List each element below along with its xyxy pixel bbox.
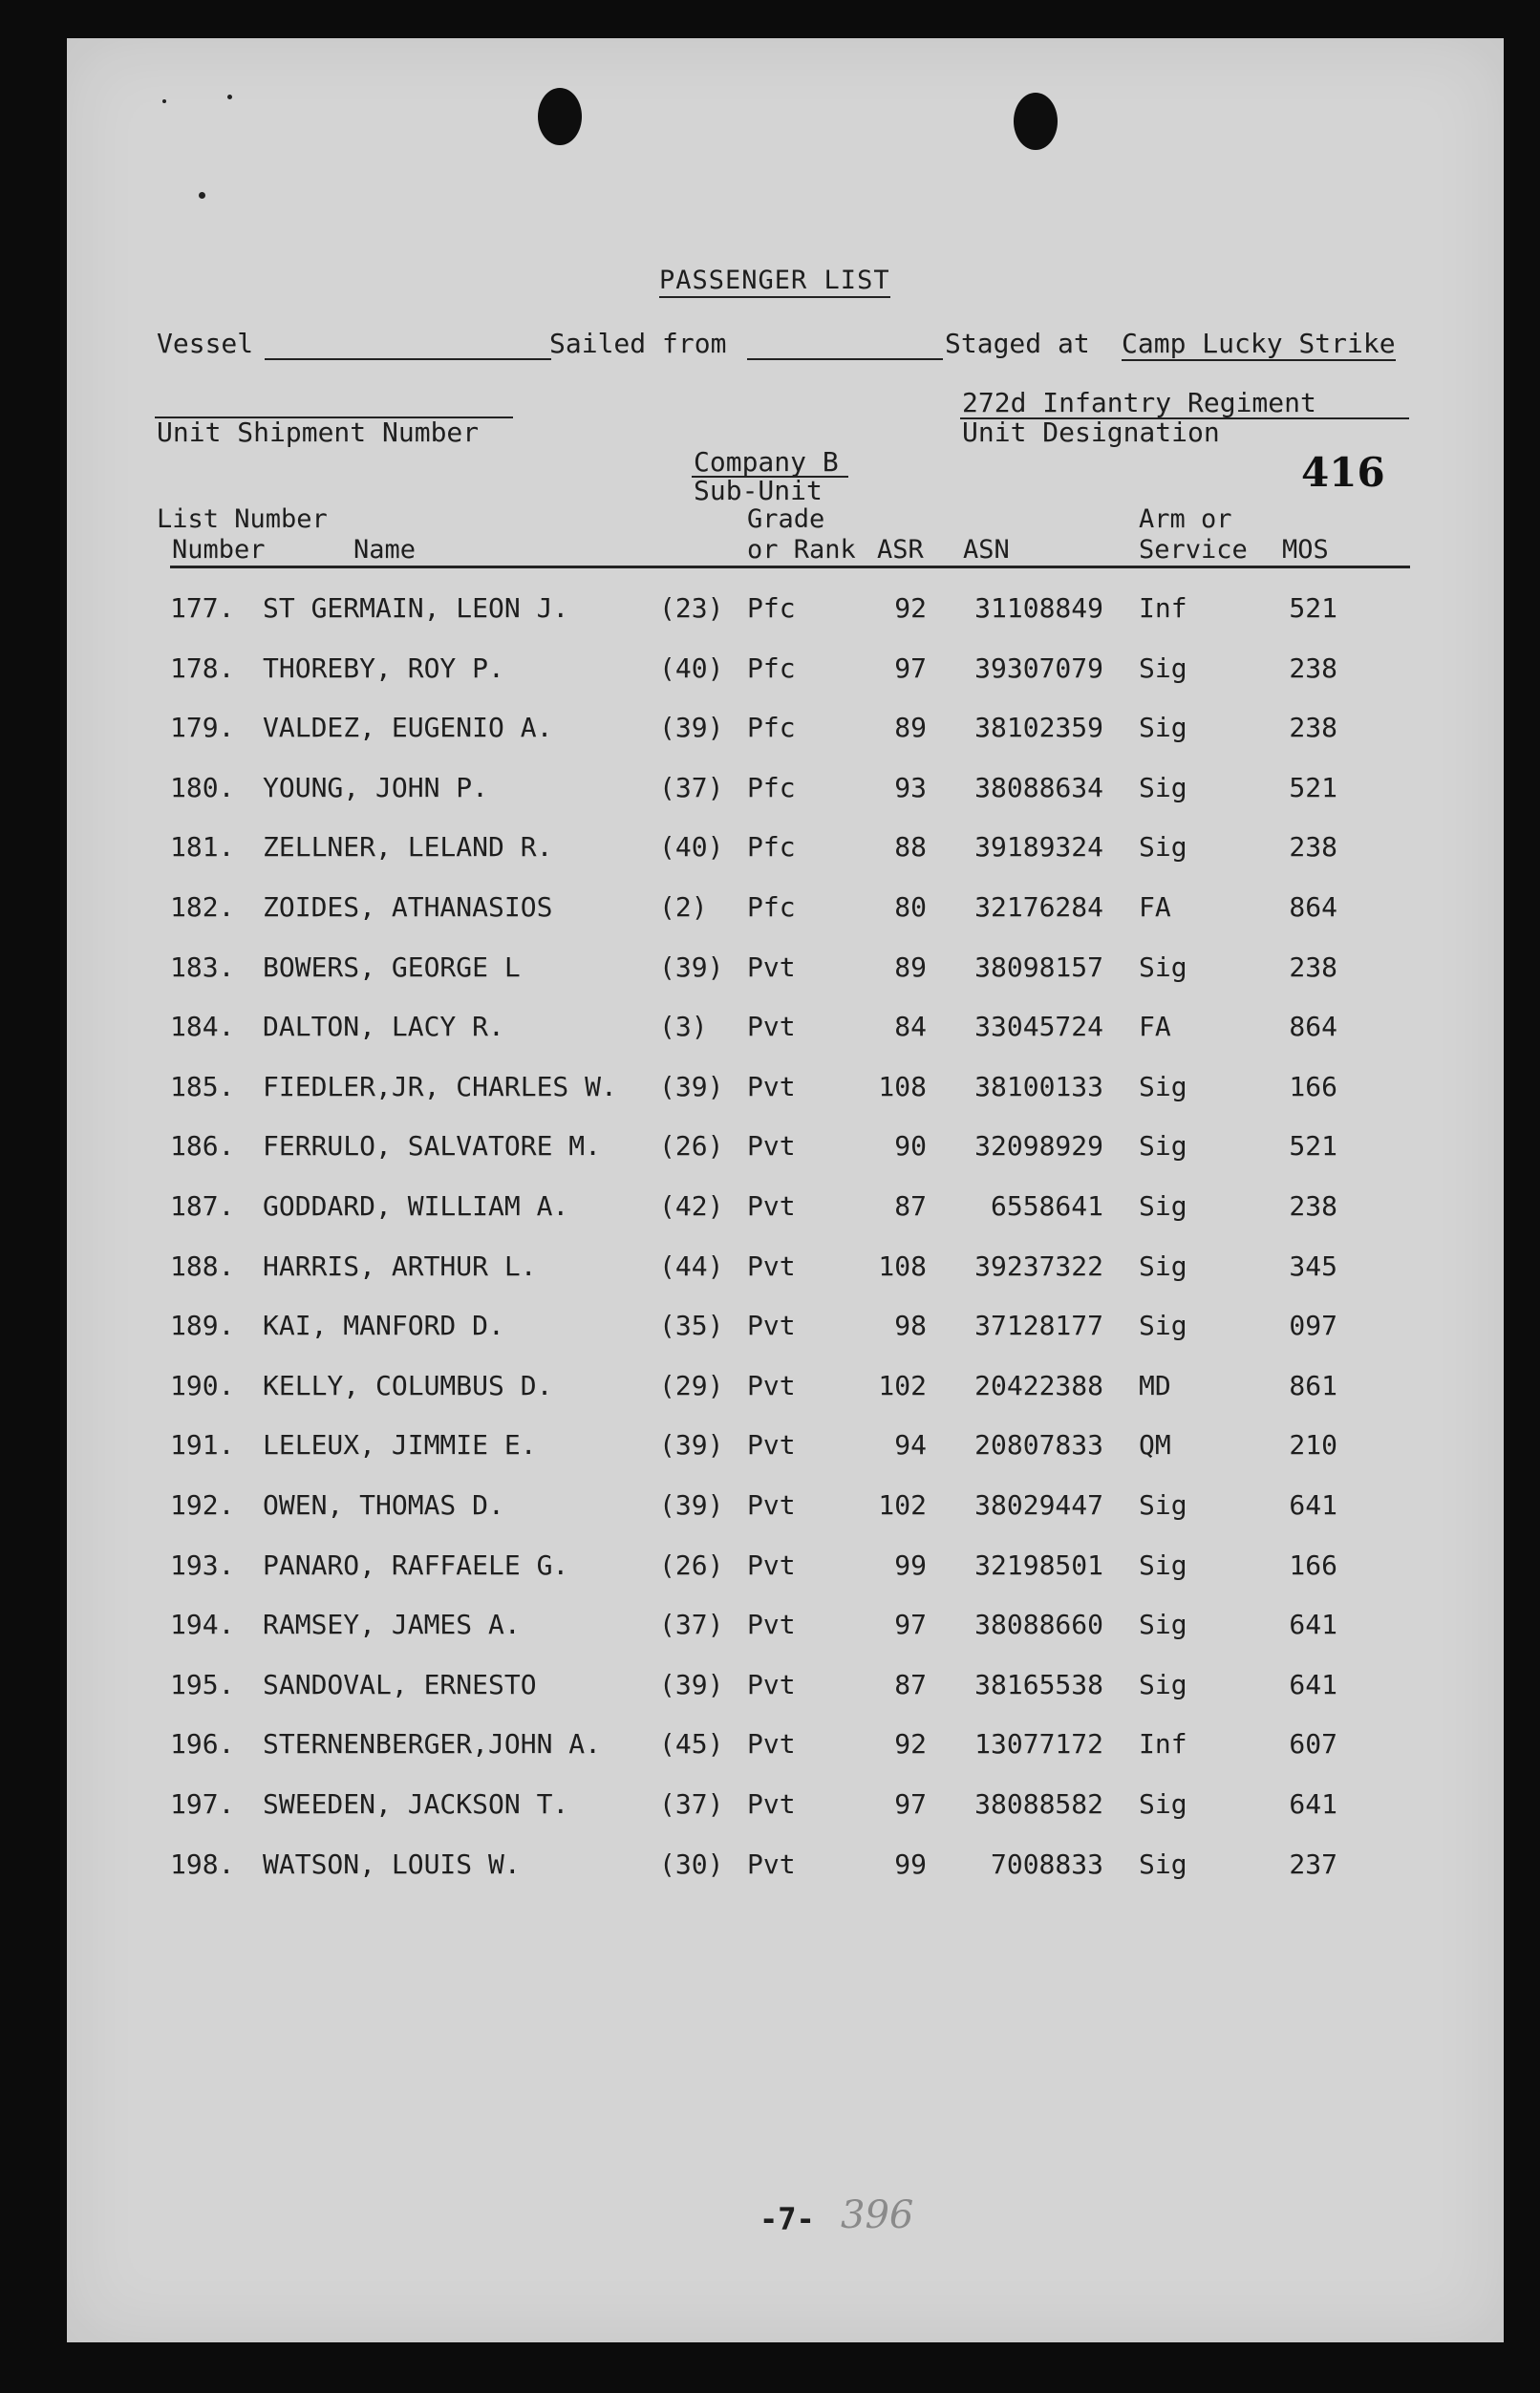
cell-asr: 102 bbox=[878, 1369, 927, 1401]
cell-num: 185. bbox=[170, 1070, 235, 1102]
table-row bbox=[0, 1310, 1540, 1348]
cell-asn: 33045724 bbox=[974, 1011, 1103, 1043]
cell-age: (39) bbox=[659, 1668, 724, 1700]
cell-age: (39) bbox=[659, 1070, 724, 1102]
cell-asr: 108 bbox=[878, 1070, 927, 1102]
cell-asn: 38088660 bbox=[974, 1609, 1103, 1641]
cell-asn: 39189324 bbox=[974, 831, 1103, 864]
cell-asr: 84 bbox=[894, 1011, 927, 1043]
cell-mos: 345 bbox=[1289, 1250, 1337, 1282]
table-row bbox=[0, 1788, 1540, 1827]
cell-mos: 238 bbox=[1289, 712, 1337, 744]
cell-num: 184. bbox=[170, 1011, 235, 1043]
table-row bbox=[0, 1549, 1540, 1588]
cell-age: (44) bbox=[659, 1250, 724, 1282]
col-mos: MOS bbox=[1282, 535, 1329, 565]
table-row bbox=[0, 712, 1540, 750]
cell-asr: 99 bbox=[894, 1549, 927, 1581]
cell-mos: 238 bbox=[1289, 831, 1337, 864]
cell-asr: 87 bbox=[894, 1668, 927, 1700]
cell-asr: 92 bbox=[894, 1728, 927, 1761]
cell-asn: 6558641 bbox=[990, 1190, 1103, 1222]
col-name: Name bbox=[353, 535, 417, 565]
cell-name: FIEDLER,JR, CHARLES W. bbox=[263, 1070, 617, 1102]
cell-asr: 97 bbox=[894, 652, 927, 684]
cell-num: 187. bbox=[170, 1190, 235, 1222]
table-row bbox=[0, 951, 1540, 990]
table-row bbox=[0, 1609, 1540, 1647]
cell-rank: Pvt bbox=[747, 1429, 796, 1462]
cell-rank: Pvt bbox=[747, 1489, 796, 1521]
ink-speck bbox=[227, 95, 232, 99]
subunit-label: Sub-Unit bbox=[694, 475, 823, 506]
cell-name: SANDOVAL, ERNESTO bbox=[263, 1668, 537, 1700]
cell-asr: 108 bbox=[878, 1250, 927, 1282]
punch-hole bbox=[1014, 93, 1058, 150]
cell-rank: Pfc bbox=[747, 712, 796, 744]
cell-age: (23) bbox=[659, 592, 724, 624]
cell-asn: 39237322 bbox=[974, 1250, 1103, 1282]
cell-name: THOREBY, ROY P. bbox=[263, 652, 504, 684]
cell-asn: 38088582 bbox=[974, 1788, 1103, 1820]
table-row bbox=[0, 1071, 1540, 1109]
col-list-number bbox=[157, 504, 328, 535]
cell-mos: 864 bbox=[1289, 1011, 1337, 1043]
cell-name: KAI, MANFORD D. bbox=[263, 1310, 504, 1342]
cell-mos: 097 bbox=[1289, 1310, 1337, 1342]
table-row bbox=[0, 1848, 1540, 1887]
cell-name: VALDEZ, EUGENIO A. bbox=[263, 712, 553, 744]
cell-name: ZOIDES, ATHANASIOS bbox=[263, 891, 553, 923]
cell-age: (37) bbox=[659, 1609, 724, 1641]
cell-rank: Pvt bbox=[747, 1728, 796, 1761]
cell-mos: 607 bbox=[1289, 1728, 1337, 1761]
cell-name: GODDARD, WILLIAM A. bbox=[263, 1190, 569, 1222]
cell-age: (26) bbox=[659, 1549, 724, 1581]
cell-asn: 38100133 bbox=[974, 1070, 1103, 1102]
cell-name: LELEUX, JIMMIE E. bbox=[263, 1429, 537, 1462]
cell-age: (40) bbox=[659, 831, 724, 864]
cell-rank: Pvt bbox=[747, 1011, 796, 1043]
table-row bbox=[0, 1370, 1540, 1408]
cell-mos: 166 bbox=[1289, 1070, 1337, 1102]
cell-arm: Sig bbox=[1139, 1250, 1187, 1282]
cell-asr: 94 bbox=[894, 1429, 927, 1462]
cell-num: 178. bbox=[170, 652, 235, 684]
cell-asr: 97 bbox=[894, 1788, 927, 1820]
cell-name: ST GERMAIN, LEON J. bbox=[263, 592, 569, 624]
table-row bbox=[0, 1489, 1540, 1528]
document-title: PASSENGER LIST bbox=[659, 266, 890, 298]
table-row bbox=[0, 1011, 1540, 1049]
table-row bbox=[0, 1669, 1540, 1707]
cell-rank: Pfc bbox=[747, 831, 796, 864]
col-arm-line2: Service bbox=[1139, 535, 1248, 565]
cell-rank: Pfc bbox=[747, 652, 796, 684]
cell-num: 194. bbox=[170, 1609, 235, 1641]
col-grade-line2: or Rank bbox=[747, 535, 856, 565]
cell-name: PANARO, RAFFAELE G. bbox=[263, 1549, 569, 1581]
cell-arm: Sig bbox=[1139, 1848, 1187, 1880]
cell-arm: Sig bbox=[1139, 1788, 1187, 1820]
cell-asr: 89 bbox=[894, 712, 927, 744]
cell-mos: 238 bbox=[1289, 652, 1337, 684]
cell-age: (39) bbox=[659, 712, 724, 744]
cell-num: 182. bbox=[170, 891, 235, 923]
cell-num: 186. bbox=[170, 1130, 235, 1163]
cell-mos: 521 bbox=[1289, 771, 1337, 803]
cell-asn: 31108849 bbox=[974, 592, 1103, 624]
table-row bbox=[0, 652, 1540, 691]
cell-arm: Sig bbox=[1139, 1668, 1187, 1700]
cell-mos: 238 bbox=[1289, 951, 1337, 983]
cell-arm: Sig bbox=[1139, 652, 1187, 684]
cell-asr: 89 bbox=[894, 951, 927, 983]
staged-at-value: Camp Lucky Strike bbox=[1122, 328, 1396, 359]
cell-rank: Pfc bbox=[747, 771, 796, 803]
cell-mos: 521 bbox=[1289, 1130, 1337, 1163]
cell-asr: 88 bbox=[894, 831, 927, 864]
table-row bbox=[0, 772, 1540, 810]
cell-rank: Pvt bbox=[747, 951, 796, 983]
cell-num: 183. bbox=[170, 951, 235, 983]
cell-asn: 37128177 bbox=[974, 1310, 1103, 1342]
cell-mos: 641 bbox=[1289, 1609, 1337, 1641]
cell-age: (39) bbox=[659, 951, 724, 983]
cell-age: (39) bbox=[659, 1429, 724, 1462]
cell-mos: 641 bbox=[1289, 1788, 1337, 1820]
cell-arm: Sig bbox=[1139, 1549, 1187, 1581]
vessel-label: Vessel bbox=[157, 328, 254, 359]
cell-num: 181. bbox=[170, 831, 235, 864]
unit-designation-value: 272d Infantry Regiment bbox=[962, 387, 1316, 418]
page-number: -7- bbox=[759, 2201, 815, 2237]
cell-rank: Pvt bbox=[747, 1190, 796, 1222]
cell-rank: Pfc bbox=[747, 592, 796, 624]
cell-rank: Pvt bbox=[747, 1788, 796, 1820]
cell-asn: 38102359 bbox=[974, 712, 1103, 744]
cell-num: 191. bbox=[170, 1429, 235, 1462]
cell-asr: 98 bbox=[894, 1310, 927, 1342]
col-grade-line1: Grade bbox=[747, 504, 825, 534]
cell-arm: Sig bbox=[1139, 1070, 1187, 1102]
table-row bbox=[0, 891, 1540, 929]
cell-asn: 38165538 bbox=[974, 1668, 1103, 1700]
cell-name: FERRULO, SALVATORE M. bbox=[263, 1130, 602, 1163]
cell-num: 193. bbox=[170, 1549, 235, 1581]
vessel-blank-line bbox=[265, 358, 551, 360]
cell-rank: Pvt bbox=[747, 1668, 796, 1700]
cell-age: (45) bbox=[659, 1728, 724, 1761]
cell-asr: 102 bbox=[878, 1489, 927, 1521]
cell-age: (37) bbox=[659, 771, 724, 803]
unit-designation-label: Unit Designation bbox=[962, 417, 1220, 448]
punch-hole bbox=[538, 88, 582, 145]
table-row bbox=[0, 1190, 1540, 1229]
handwritten-number: 396 bbox=[841, 2193, 914, 2237]
cell-num: 197. bbox=[170, 1788, 235, 1820]
col-number: Number bbox=[172, 535, 266, 565]
cell-arm: FA bbox=[1139, 1011, 1171, 1043]
ink-speck bbox=[199, 192, 205, 199]
cell-mos: 641 bbox=[1289, 1668, 1337, 1700]
cell-arm: Sig bbox=[1139, 1609, 1187, 1641]
cell-asn: 39307079 bbox=[974, 652, 1103, 684]
cell-rank: Pvt bbox=[747, 1310, 796, 1342]
cell-num: 177. bbox=[170, 592, 235, 624]
cell-asn: 32176284 bbox=[974, 891, 1103, 923]
cell-asn: 32098929 bbox=[974, 1130, 1103, 1163]
cell-num: 190. bbox=[170, 1369, 235, 1401]
cell-arm: QM bbox=[1139, 1429, 1171, 1462]
cell-asr: 87 bbox=[894, 1190, 927, 1222]
cell-name: SWEEDEN, JACKSON T. bbox=[263, 1788, 569, 1820]
cell-age: (35) bbox=[659, 1310, 724, 1342]
cell-mos: 210 bbox=[1289, 1429, 1337, 1462]
cell-arm: Sig bbox=[1139, 951, 1187, 983]
cell-asr: 93 bbox=[894, 771, 927, 803]
cell-name: DALTON, LACY R. bbox=[263, 1011, 504, 1043]
cell-name: ZELLNER, LELAND R. bbox=[263, 831, 553, 864]
cell-num: 192. bbox=[170, 1489, 235, 1521]
table-row bbox=[0, 1429, 1540, 1467]
staged-at-label: Staged at bbox=[945, 328, 1090, 359]
cell-num: 196. bbox=[170, 1728, 235, 1761]
cell-age: (2) bbox=[659, 891, 708, 923]
table-row bbox=[0, 1130, 1540, 1168]
cell-age: (30) bbox=[659, 1848, 724, 1880]
header-rule bbox=[170, 566, 1410, 568]
cell-asn: 13077172 bbox=[974, 1728, 1103, 1761]
cell-arm: Sig bbox=[1139, 712, 1187, 744]
cell-num: 195. bbox=[170, 1668, 235, 1700]
cell-name: HARRIS, ARTHUR L. bbox=[263, 1250, 537, 1282]
cell-arm: Sig bbox=[1139, 771, 1187, 803]
cell-arm: Inf bbox=[1139, 1728, 1187, 1761]
cell-num: 180. bbox=[170, 771, 235, 803]
cell-asn: 38029447 bbox=[974, 1489, 1103, 1521]
cell-asr: 80 bbox=[894, 891, 927, 923]
cell-rank: Pvt bbox=[747, 1369, 796, 1401]
table-row bbox=[0, 1728, 1540, 1766]
cell-mos: 237 bbox=[1289, 1848, 1337, 1880]
cell-asn: 20807833 bbox=[974, 1429, 1103, 1462]
cell-num: 198. bbox=[170, 1848, 235, 1880]
cell-asr: 90 bbox=[894, 1130, 927, 1163]
col-asn: ASN bbox=[963, 535, 1010, 565]
cell-asr: 97 bbox=[894, 1609, 927, 1641]
cell-age: (40) bbox=[659, 652, 724, 684]
cell-rank: Pvt bbox=[747, 1549, 796, 1581]
col-asr: ASR bbox=[877, 535, 924, 565]
col-list-number-line1: List Number bbox=[157, 504, 328, 534]
table-row bbox=[0, 592, 1540, 630]
unit-shipment-label: Unit Shipment Number bbox=[157, 417, 480, 448]
cell-asn: 20422388 bbox=[974, 1369, 1103, 1401]
cell-mos: 641 bbox=[1289, 1489, 1337, 1521]
cell-mos: 864 bbox=[1289, 891, 1337, 923]
ink-speck bbox=[162, 99, 166, 103]
cell-name: OWEN, THOMAS D. bbox=[263, 1489, 504, 1521]
cell-rank: Pvt bbox=[747, 1609, 796, 1641]
cell-arm: Sig bbox=[1139, 1190, 1187, 1222]
table-row bbox=[0, 1250, 1540, 1289]
cell-asn: 38088634 bbox=[974, 771, 1103, 803]
cell-num: 179. bbox=[170, 712, 235, 744]
cell-rank: Pvt bbox=[747, 1848, 796, 1880]
cell-num: 189. bbox=[170, 1310, 235, 1342]
cell-name: RAMSEY, JAMES A. bbox=[263, 1609, 521, 1641]
cell-rank: Pfc bbox=[747, 891, 796, 923]
cell-rank: Pvt bbox=[747, 1130, 796, 1163]
cell-asr: 99 bbox=[894, 1848, 927, 1880]
cell-name: KELLY, COLUMBUS D. bbox=[263, 1369, 553, 1401]
cell-rank: Pvt bbox=[747, 1070, 796, 1102]
cell-age: (37) bbox=[659, 1788, 724, 1820]
cell-name: WATSON, LOUIS W. bbox=[263, 1848, 521, 1880]
cell-age: (29) bbox=[659, 1369, 724, 1401]
cell-asr: 92 bbox=[894, 592, 927, 624]
cell-arm: MD bbox=[1139, 1369, 1171, 1401]
cell-rank: Pvt bbox=[747, 1250, 796, 1282]
subunit-value: Company B bbox=[694, 446, 839, 478]
cell-arm: Sig bbox=[1139, 1130, 1187, 1163]
cell-asn: 32198501 bbox=[974, 1549, 1103, 1581]
sailed-from-blank-line bbox=[747, 358, 943, 360]
cell-arm: FA bbox=[1139, 891, 1171, 923]
cell-asn: 7008833 bbox=[990, 1848, 1103, 1880]
cell-arm: Sig bbox=[1139, 1489, 1187, 1521]
cell-name: YOUNG, JOHN P. bbox=[263, 771, 489, 803]
sailed-from-label: Sailed from bbox=[549, 328, 727, 359]
stamp-number: 416 bbox=[1301, 449, 1385, 496]
cell-mos: 238 bbox=[1289, 1190, 1337, 1222]
table-row bbox=[0, 831, 1540, 869]
col-arm-line1: Arm or bbox=[1139, 504, 1232, 534]
cell-num: 188. bbox=[170, 1250, 235, 1282]
cell-mos: 166 bbox=[1289, 1549, 1337, 1581]
cell-mos: 521 bbox=[1289, 592, 1337, 624]
cell-arm: Sig bbox=[1139, 831, 1187, 864]
cell-arm: Inf bbox=[1139, 592, 1187, 624]
cell-age: (42) bbox=[659, 1190, 724, 1222]
cell-age: (39) bbox=[659, 1489, 724, 1521]
cell-name: BOWERS, GEORGE L bbox=[263, 951, 521, 983]
cell-asn: 38098157 bbox=[974, 951, 1103, 983]
cell-age: (3) bbox=[659, 1011, 708, 1043]
cell-arm: Sig bbox=[1139, 1310, 1187, 1342]
cell-name: STERNENBERGER,JOHN A. bbox=[263, 1728, 602, 1761]
cell-age: (26) bbox=[659, 1130, 724, 1163]
cell-mos: 861 bbox=[1289, 1369, 1337, 1401]
